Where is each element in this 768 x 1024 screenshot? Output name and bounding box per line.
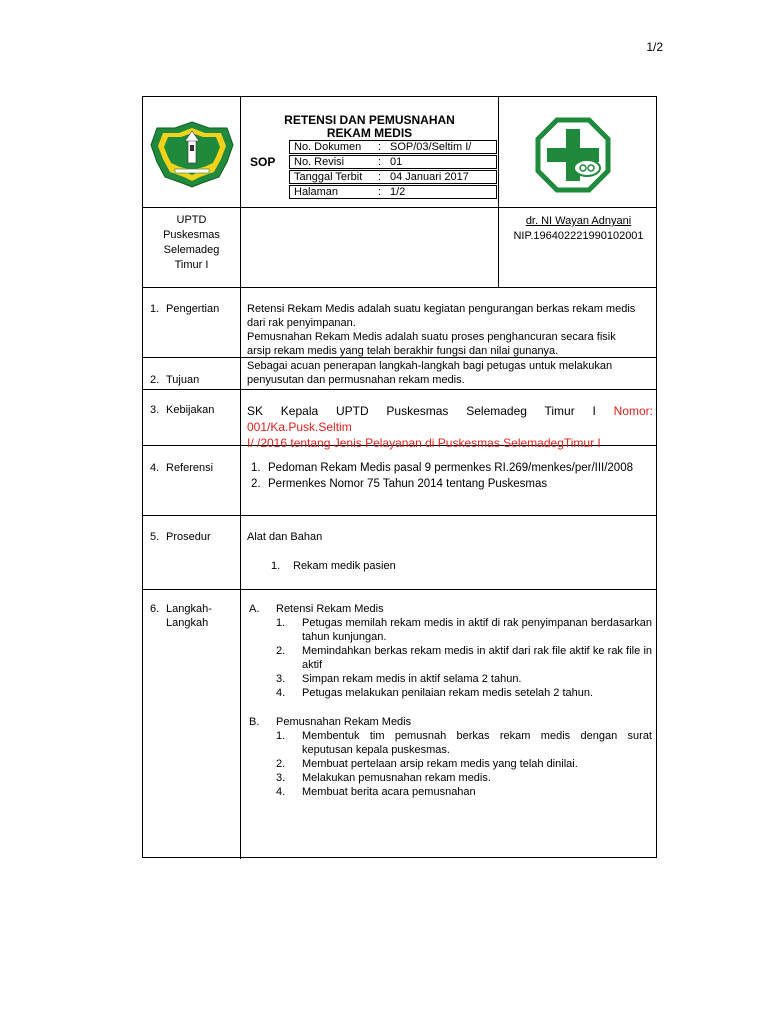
step-text: Membentuk tim pemusnah berkas rekam medis dengan surat keputusan kepala puskesmas. bbox=[302, 730, 652, 756]
document-title bbox=[241, 114, 498, 140]
signer-name: dr. NI Wayan Adnyani bbox=[525, 215, 632, 227]
section-label-kebijakan bbox=[150, 403, 214, 417]
title-line-1: RETENSI DAN PEMUSNAHAN bbox=[284, 113, 455, 127]
meta-key: No. Dokumen bbox=[294, 141, 362, 153]
group-title-pemusnahan: Pemusnahan Rekam Medis bbox=[276, 716, 412, 728]
retensi-steps bbox=[276, 616, 652, 700]
prosedur-heading: Alat dan Bahan bbox=[247, 531, 323, 543]
section-number: 5. bbox=[150, 531, 160, 543]
text-line: arsip rekam medis yang telah berakhir fungsi dan nilai gunanya. bbox=[247, 345, 559, 357]
item-number: 1. bbox=[251, 462, 261, 474]
item-text: Pedoman Rekam Medis pasal 9 permenkes RI.269/menkes/per/III/2008 bbox=[268, 462, 633, 474]
signer-nip: NIP.196402221990102001 bbox=[513, 230, 644, 242]
policy-number: Nomor: 001/Ka.Pusk.Seltim bbox=[247, 404, 653, 434]
section-title: Referensi bbox=[166, 462, 214, 474]
step-number: 3. bbox=[276, 772, 286, 784]
step-text: Petugas memilah rekam medis in aktif di rak penyimpanan berdasarkan tahun kunjungan. bbox=[302, 617, 652, 643]
step-text: Petugas melakukan penilaian rekam medis setelah 2 tahun. bbox=[302, 687, 594, 699]
policy-text: SK Kepala UPTD Puskesmas Selemadeg Timur I bbox=[247, 404, 614, 418]
list-item bbox=[276, 616, 652, 644]
kemenag-logo-icon bbox=[147, 119, 237, 189]
meta-row-tanggal-terbit bbox=[289, 170, 497, 184]
step-text: Membuat pertelaan arsip rekam medis yang telah dinilai. bbox=[302, 758, 578, 770]
text-line bbox=[247, 403, 653, 435]
column-divider bbox=[498, 97, 499, 287]
org-line: Puskesmas bbox=[163, 229, 220, 241]
step-text: Melakukan pemusnahan rekam medis. bbox=[302, 772, 491, 784]
reference-item bbox=[251, 477, 547, 491]
text-line: Retensi Rekam Medis adalah suatu kegiatan pengurangan berkas rekam medis bbox=[247, 303, 636, 315]
sop-label: SOP bbox=[250, 155, 276, 169]
meta-row-no-revisi bbox=[289, 155, 497, 169]
section-number: 3. bbox=[150, 404, 160, 416]
row-divider bbox=[143, 515, 656, 516]
meta-colon: : bbox=[378, 186, 382, 198]
pemusnahan-steps bbox=[276, 729, 652, 799]
row-divider bbox=[143, 389, 656, 390]
step-text: Membuat berita acara pemusnahan bbox=[302, 786, 476, 798]
section-label-referensi bbox=[150, 461, 213, 475]
meta-key: Tanggal Terbit bbox=[294, 171, 363, 183]
group-letter: B. bbox=[249, 716, 260, 728]
prosedur-item bbox=[271, 559, 396, 573]
signer-block bbox=[499, 214, 658, 244]
text-line: penyusutan dan permusnahan rekam medis. bbox=[247, 374, 465, 386]
section-title-line-2: Langkah bbox=[166, 617, 209, 629]
step-number: 2. bbox=[276, 645, 286, 657]
meta-colon: : bbox=[378, 141, 382, 153]
text-line: Pemusnahan Rekam Medis adalah suatu proses penghancuran secara fisik bbox=[247, 331, 616, 343]
meta-row-no-dokumen bbox=[289, 140, 497, 154]
meta-value: SOP/03/Seltim I/ bbox=[390, 141, 472, 153]
meta-value: 01 bbox=[390, 156, 403, 168]
section-title: Prosedur bbox=[166, 531, 211, 543]
row-divider bbox=[143, 589, 656, 590]
section-text-tujuan bbox=[247, 359, 653, 387]
section-text-pengertian bbox=[247, 302, 653, 358]
column-divider bbox=[240, 97, 241, 859]
puskesmas-logo-icon bbox=[535, 117, 611, 193]
meta-key: No. Revisi bbox=[294, 156, 345, 168]
row-divider bbox=[143, 207, 656, 208]
section-text-kebijakan bbox=[247, 403, 653, 451]
list-item bbox=[276, 729, 652, 757]
reference-item bbox=[251, 461, 633, 475]
step-text: Simpan rekam medis in aktif selama 2 tahun. bbox=[302, 673, 522, 685]
org-line: Timur I bbox=[174, 259, 209, 271]
meta-colon: : bbox=[378, 171, 382, 183]
list-item bbox=[276, 644, 652, 672]
step-text: Memindahkan berkas rekam medis in aktif dari rak file aktif ke rak file in aktif bbox=[302, 645, 652, 671]
list-item bbox=[276, 757, 652, 771]
step-number: 1. bbox=[276, 617, 286, 629]
meta-value: 04 Januari 2017 bbox=[390, 171, 469, 183]
list-item bbox=[276, 785, 652, 799]
item-number: 2. bbox=[251, 478, 261, 490]
section-label-prosedur bbox=[150, 530, 211, 544]
group-letter: A. bbox=[249, 603, 260, 615]
list-item bbox=[276, 771, 652, 785]
section-number: 4. bbox=[150, 462, 160, 474]
org-line: Selemadeg bbox=[163, 244, 220, 256]
section-number: 2. bbox=[150, 374, 160, 386]
section-title: Tujuan bbox=[166, 374, 200, 386]
section-number: 6. bbox=[150, 603, 160, 615]
item-text: Rekam medik pasien bbox=[293, 560, 396, 572]
text-line: Sebagai acuan penerapan langkah-langkah bagi petugas untuk melakukan bbox=[247, 360, 613, 372]
row-divider bbox=[143, 287, 656, 288]
section-number: 1. bbox=[150, 303, 160, 315]
item-text: Permenkes Nomor 75 Tahun 2014 tentang Puskesmas bbox=[268, 478, 548, 490]
group-title-retensi: Retensi Rekam Medis bbox=[276, 603, 384, 615]
title-line-2: REKAM MEDIS bbox=[326, 126, 413, 140]
meta-key: Halaman bbox=[294, 186, 339, 198]
meta-row-halaman bbox=[289, 185, 497, 199]
section-title: Pengertian bbox=[166, 303, 220, 315]
section-title: Kebijakan bbox=[166, 404, 215, 416]
section-label-langkah bbox=[150, 602, 212, 630]
page-number: 1/2 bbox=[646, 40, 663, 54]
list-item bbox=[276, 672, 652, 686]
meta-value: 1/2 bbox=[390, 186, 406, 198]
section-label-tujuan bbox=[150, 373, 199, 387]
organization-name bbox=[143, 213, 240, 273]
sop-document-table bbox=[142, 96, 657, 858]
item-number: 1. bbox=[271, 560, 281, 572]
section-label-pengertian bbox=[150, 302, 219, 316]
list-item bbox=[276, 686, 652, 700]
step-number: 1. bbox=[276, 730, 286, 742]
section-title: Langkah- bbox=[166, 603, 212, 615]
org-line: UPTD bbox=[176, 214, 207, 226]
step-number: 3. bbox=[276, 673, 286, 685]
text-line: dari rak penyimpanan. bbox=[247, 317, 356, 329]
meta-colon: : bbox=[378, 156, 382, 168]
policy-detail: I/ /2016 tentang Jenis Pelayanan di Puskesmas SelemadegTimur I bbox=[247, 436, 601, 450]
step-number: 2. bbox=[276, 758, 286, 770]
step-number: 4. bbox=[276, 687, 286, 699]
step-number: 4. bbox=[276, 786, 286, 798]
